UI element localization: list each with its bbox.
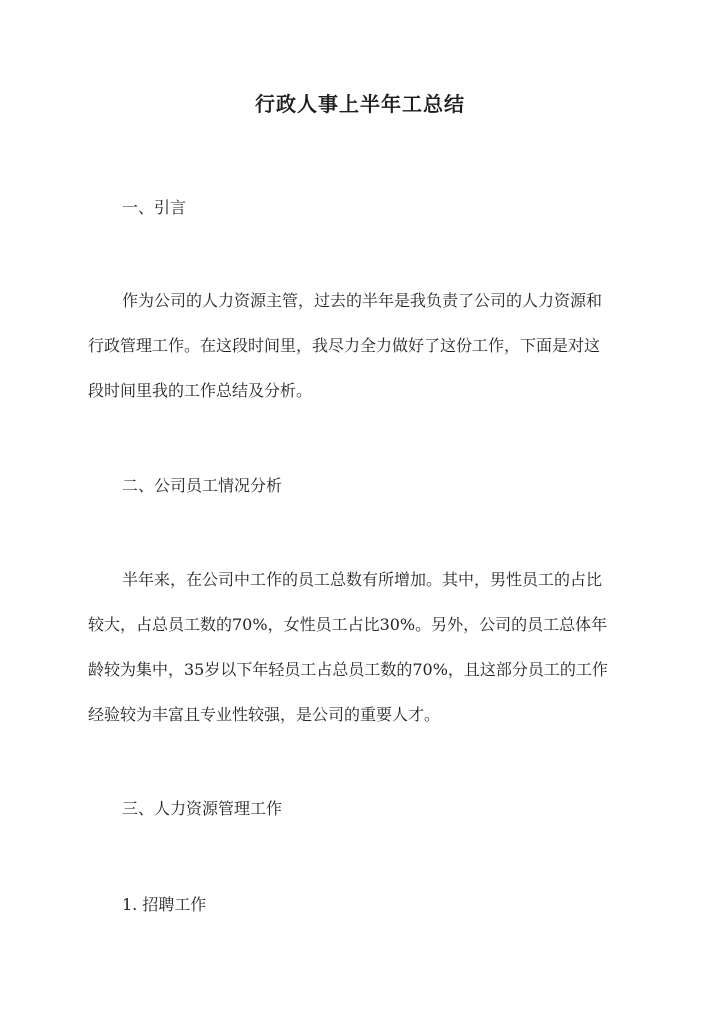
section-heading-hr: 三、人力资源管理工作 bbox=[122, 799, 283, 818]
paragraph-line: 半年来，在公司中工作的员工总数有所增加。其中，男性员工的占比 bbox=[122, 570, 603, 589]
paragraph-staff bbox=[88, 557, 636, 737]
paragraph-line: 段时间里我的工作总结及分析。 bbox=[88, 381, 313, 400]
paragraph-line: 行政管理工作。在这段时间里，我尽力全力做好了这份工作，下面是对这 bbox=[88, 336, 601, 355]
subsection-heading-recruit: 1. 招聘工作 bbox=[122, 895, 207, 914]
paragraph-line: 龄较为集中，35岁以下年轻员工占总员工数的70%，且这部分员工的工作 bbox=[88, 660, 608, 679]
paragraph-intro bbox=[88, 278, 636, 413]
paragraph-line: 作为公司的人力资源主管，过去的半年是我负责了公司的人力资源和 bbox=[122, 291, 603, 310]
section-heading-intro: 一、引言 bbox=[122, 198, 187, 217]
paragraph-line: 经验较为丰富且专业性较强，是公司的重要人才。 bbox=[88, 705, 441, 724]
document-title: 行政人事上半年工总结 bbox=[255, 92, 465, 116]
section-heading-staff: 二、公司员工情况分析 bbox=[122, 476, 283, 495]
paragraph-line: 较大，占总员工数的70%，女性员工占比30%。另外，公司的员工总体年 bbox=[88, 615, 608, 634]
